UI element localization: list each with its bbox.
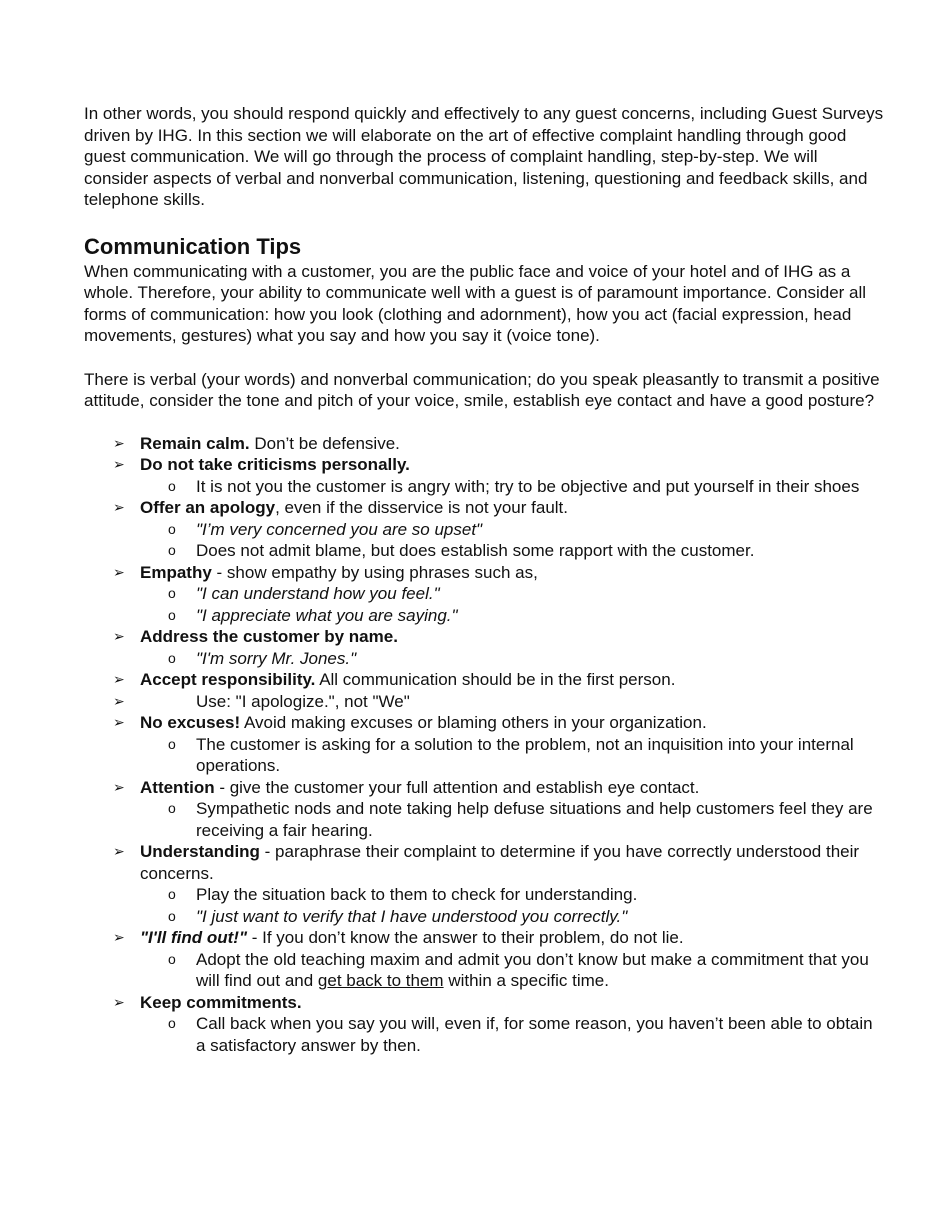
- sub-list: [140, 884, 884, 927]
- paragraph-communication: When communicating with a customer, you are the public face and voice of your hotel and of IHG as a whole. Therefore, your ability to communicate well with a guest is of paramount importance. Consider all forms of communication: how you look (clothing and adornment), how you act (facial expression, head movements, gestures) what you say and how you say it (voice tone).: [84, 261, 867, 345]
- circle-bullet-icon: o: [168, 649, 176, 666]
- underlined-phrase: get back to them: [317, 971, 444, 990]
- list-item: ➢ Address the customer by name. o "I'm sorry Mr. Jones.": [140, 626, 884, 669]
- circle-bullet-icon: o: [168, 520, 176, 537]
- sub-list: [140, 648, 884, 670]
- list-item: ➢ Offer an apology, even if the disservice is not your fault. o "I’m very concerned you are so upset" o Does not admit blame, but does establish some rapport with the customer.: [140, 497, 884, 562]
- circle-bullet-icon: o: [168, 585, 176, 601]
- arrow-bullet-icon: ➢: [113, 843, 125, 859]
- circle-bullet-icon: o: [168, 606, 176, 623]
- circle-bullet-icon: o: [168, 1015, 176, 1031]
- tips-list: [84, 433, 884, 1057]
- sub-list-item: o Adopt the old teaching maxim and admit you don’t know but make a commitment that you will find out and get back to them within a specific time.: [168, 949, 869, 990]
- circle-bullet-icon: o: [168, 950, 176, 967]
- circle-bullet-icon: o: [168, 735, 176, 752]
- arrow-bullet-icon: ➢: [113, 434, 125, 451]
- section-heading: Communication Tips: [84, 233, 302, 259]
- sub-list-item: o "I appreciate what you are saying.": [168, 605, 458, 625]
- circle-bullet-icon: o: [168, 886, 176, 902]
- list-item: ➢ No excuses! Avoid making excuses or blaming others in your organization. o The customer is asking for a solution to the problem, not an inquisition into your internal operations.: [140, 712, 884, 777]
- sub-list-item: o "I’m very concerned you are so upset": [168, 519, 483, 539]
- sub-list: [140, 519, 884, 562]
- document-page: [84, 103, 884, 1056]
- sub-list: [140, 734, 884, 777]
- list-item: ➢ Remain calm. Don’t be defensive.: [113, 433, 400, 453]
- sub-list: [140, 949, 884, 992]
- arrow-bullet-icon: ➢: [113, 563, 125, 580]
- list-item: ➢ Do not take criticisms personally. o It is not you the customer is angry with; try to be objective and put yourself in their shoes: [140, 454, 884, 497]
- list-item: ➢ Empathy - show empathy by using phrases such as, o "I can understand how you feel." o "I appreciate what you are saying.": [140, 562, 884, 627]
- intro-paragraph: In other words, you should respond quickly and effectively to any guest concerns, including Guest Surveys driven by IHG. In this section we will elaborate on the art of effective complaint handling through good guest communication. We will go through the process of complaint handling, step-by-step. We will consider aspects of verbal and nonverbal communication, listening, questioning and feedback skills, and telephone skills.: [84, 104, 884, 209]
- sub-list-item: o Does not admit blame, but does establish some rapport with the customer.: [168, 541, 755, 560]
- list-item: ➢ Attention - give the customer your full attention and establish eye contact. o Sympathetic nods and note taking help defuse situations and help customers feel they are receiving a fair hearing.: [140, 777, 884, 842]
- arrow-bullet-icon: ➢: [113, 628, 125, 644]
- arrow-bullet-icon: ➢: [113, 671, 125, 687]
- circle-bullet-icon: o: [168, 542, 176, 558]
- sub-list: [140, 798, 884, 841]
- sub-list-item: o "I just want to verify that I have understood you correctly.": [168, 906, 628, 926]
- sub-list-item: o "I can understand how you feel.": [168, 584, 440, 603]
- sub-list: [140, 476, 884, 498]
- list-item: ➢ Understanding - paraphrase their complaint to determine if you have correctly understood their concerns. o Play the situation back to them to check for understanding. o "I just want to verify that I have understood you correctly.": [140, 841, 884, 927]
- list-item: ➢ "I'll find out!" - If you don’t know the answer to their problem, do not lie. o Adopt the old teaching maxim and admit you don’t know but make a commitment that you will find out and get back to them within a specific time.: [140, 927, 884, 992]
- list-item: ➢ Keep commitments. o Call back when you say you will, even if, for some reason, you haven’t been able to obtain a satisfactory answer by then.: [140, 992, 884, 1057]
- list-item: ➢ Accept responsibility. All communication should be in the first person.: [113, 670, 676, 689]
- list-item: ➢ Use: "I apologize.", not "We": [113, 691, 410, 711]
- arrow-bullet-icon: ➢: [113, 692, 125, 709]
- sub-list: [140, 583, 884, 626]
- arrow-bullet-icon: ➢: [113, 778, 125, 795]
- arrow-bullet-icon: ➢: [113, 499, 125, 515]
- circle-bullet-icon: o: [168, 800, 176, 816]
- arrow-bullet-icon: ➢: [113, 993, 125, 1010]
- sub-list-item: o Play the situation back to them to check for understanding.: [168, 885, 638, 904]
- circle-bullet-icon: o: [168, 907, 176, 924]
- circle-bullet-icon: o: [168, 477, 176, 494]
- paragraph-verbal: There is verbal (your words) and nonverbal communication; do you speak pleasantly to transmit a positive attitude, consider the tone and pitch of your voice, smile, establish eye contact and have a good posture?: [84, 369, 880, 410]
- arrow-bullet-icon: ➢: [113, 456, 125, 472]
- sub-list-item: o It is not you the customer is angry with; try to be objective and put yourself in their shoes: [168, 476, 860, 496]
- sub-list: [140, 1013, 884, 1056]
- arrow-bullet-icon: ➢: [113, 929, 125, 945]
- sub-list-item: o Call back when you say you will, even if, for some reason, you haven’t been able to obtain a satisfactory answer by then.: [168, 1014, 873, 1055]
- arrow-bullet-icon: ➢: [113, 714, 125, 730]
- sub-list-item: o Sympathetic nods and note taking help defuse situations and help customers feel they are receiving a fair hearing.: [168, 799, 873, 840]
- sub-list-item: o "I'm sorry Mr. Jones.": [168, 648, 357, 668]
- sub-list-item: o The customer is asking for a solution to the problem, not an inquisition into your internal operations.: [168, 734, 854, 775]
